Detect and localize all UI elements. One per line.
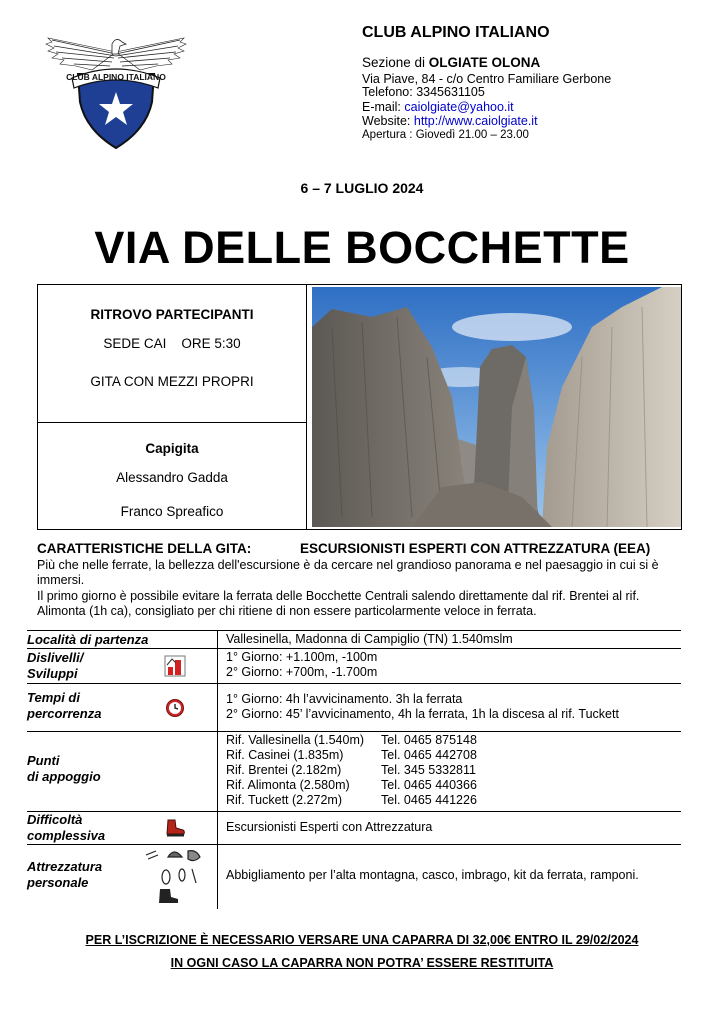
label-dislivelli-1: Dislivelli/ [27, 650, 84, 665]
ritrovo-place: SEDE CAI [103, 336, 167, 351]
opening-hours: Apertura : Giovedì 21.00 – 23.00 [362, 129, 529, 141]
label-difficolta [27, 812, 105, 844]
value-dislivelli [226, 650, 377, 680]
caratteristiche-heading: CARATTERISTICHE DELLA GITA: [37, 541, 252, 556]
phone: Telefono: 3345631105 [362, 85, 485, 99]
rifugio-name: Rif. Alimonta (2.580m) [226, 778, 350, 792]
label-tempi-2: percorrenza [27, 706, 102, 721]
event-title: VIA DELLE BOCCHETTE [94, 222, 630, 273]
rifugio-tel: Tel. 0465 875148 [381, 733, 477, 747]
mountain-photo [312, 287, 681, 527]
label-dislivelli-2: Sviluppi [27, 666, 78, 681]
ritrovo-place-time [38, 336, 306, 351]
label-tempi [27, 690, 101, 722]
ritrovo-time: ORE 5:30 [181, 336, 241, 351]
value-tempi [226, 692, 619, 722]
punti-icon-cell [132, 732, 218, 811]
sezione-name: OLGIATE OLONA [428, 55, 541, 70]
rifugio-row [226, 733, 477, 748]
website-line [362, 114, 538, 129]
label-punti-2: di appoggio [27, 769, 101, 784]
rifugio-name: Rif. Tuckett (2.272m) [226, 793, 343, 807]
dislivelli-day2: 2° Giorno: +700m, -1.700m [226, 665, 378, 679]
rifugio-tel: Tel. 0465 440366 [381, 778, 477, 792]
rifugio-row [226, 793, 477, 808]
label-punti-1: Punti [27, 753, 60, 768]
sezione-line [362, 55, 540, 70]
capigita-name-2: Franco Spreafico [120, 504, 224, 519]
row-difficolta [27, 812, 681, 845]
row-tempi [27, 684, 681, 732]
label-attrezzatura-2: personale [27, 875, 89, 890]
label-punti [27, 753, 101, 785]
label-dislivelli [27, 650, 83, 682]
value-localita: Vallesinella, Madonna di Campiglio (TN) 1.540mslm [226, 632, 513, 646]
row-dislivelli [27, 648, 681, 684]
email-line [362, 100, 514, 115]
rifugio-row [226, 763, 477, 778]
difficulty-level: ESCURSIONISTI ESPERTI CON ATTREZZATURA (EEA) [300, 541, 651, 556]
row-attrezzatura [27, 845, 681, 909]
rifugio-row [226, 778, 477, 793]
rifugio-tel: Tel. 0465 442708 [381, 748, 477, 762]
label-localita: Località di partenza [27, 632, 149, 647]
info-left-column [38, 285, 307, 529]
capigita-name-1: Alessandro Gadda [116, 470, 228, 485]
info-box [37, 284, 682, 530]
dolomites-photo-icon [312, 287, 681, 527]
label-tempi-1: Tempi di [27, 690, 80, 705]
capigita-heading: Capigita [145, 441, 199, 456]
value-punti [226, 733, 477, 808]
footer-no-refund-notice: IN OGNI CASO LA CAPARRA NON POTRA’ ESSERE RESTITUITA [170, 956, 554, 970]
logo-text: CLUB ALPINO ITALIANO [66, 72, 166, 82]
description-paragraph-2: Il primo giorno è possibile evitare la ferrata delle Bocchette Centrali salendo direttamente dal rif. Brentei al rif. Alimonta (1h ca), consigliato per chi ritiene di non essere particolarmente veloce in ferrata. [37, 589, 640, 618]
label-difficolta-2: complessiva [27, 828, 106, 843]
email-link[interactable]: caiolgiate@yahoo.it [404, 100, 514, 114]
attrezzatura-icon-cell [132, 845, 218, 909]
website-link[interactable]: http://www.caiolgiate.it [413, 114, 538, 128]
ritrovo-heading: RITROVO PARTECIPANTI [90, 307, 254, 322]
climbing-gear-icon [140, 847, 210, 907]
website-label: Website: [362, 114, 414, 128]
rifugio-name: Rif. Brentei (2.182m) [226, 763, 342, 777]
event-date: 6 – 7 LUGLIO 2024 [300, 180, 424, 196]
rifugio-tel: Tel. 0465 441226 [381, 793, 477, 807]
cai-logo [42, 30, 190, 152]
clock-icon [165, 698, 185, 718]
tempi-day1: 1° Giorno: 4h l’avvicinamento. 3h la ferrata [226, 692, 463, 706]
dislivelli-icon-cell [132, 648, 218, 683]
rifugio-row [226, 748, 477, 763]
dislivelli-day1: 1° Giorno: +1.100m, -100m [226, 650, 378, 664]
email-label: E-mail: [362, 100, 405, 114]
ritrovo-transport: GITA CON MEZZI PROPRI [90, 374, 254, 389]
label-attrezzatura [27, 859, 102, 891]
tempi-day2: 2° Giorno: 45’ l’avvicinamento, 4h la ferrata, 1h la discesa al rif. Tuckett [226, 707, 619, 721]
row-localita [27, 630, 681, 649]
cai-eagle-star-logo-icon [42, 30, 190, 152]
value-attrezzatura: Abbigliamento per l’alta montagna, casco, imbrago, kit da ferrata, ramponi. [226, 868, 639, 882]
address: Via Piave, 84 - c/o Centro Familiare Gerbone [362, 72, 612, 86]
description-paragraph-1: Più che nelle ferrate, la bellezza dell'escursione è da cercare nel grandioso panorama e nel paesaggio in cui si è immersi. [37, 558, 659, 587]
value-difficolta: Escursionisti Esperti con Attrezzatura [226, 820, 433, 834]
difficolta-icon-cell [132, 812, 218, 844]
rifugio-tel: Tel. 345 5332811 [381, 763, 476, 777]
tempi-icon-cell [132, 684, 218, 731]
ritrovo-section [38, 285, 306, 423]
rifugio-name: Rif. Casinei (1.835m) [226, 748, 344, 762]
row-punti [27, 732, 681, 812]
label-attrezzatura-1: Attrezzatura [27, 859, 103, 874]
boot-icon [164, 818, 186, 838]
label-difficolta-1: Difficoltà [27, 812, 83, 827]
rifugio-name: Rif. Vallesinella (1.540m) [226, 733, 365, 747]
elevation-chart-icon [164, 655, 186, 677]
sezione-prefix: Sezione di [362, 55, 429, 70]
club-name: CLUB ALPINO ITALIANO [362, 24, 550, 41]
footer-deposit-notice: PER L’ISCRIZIONE È NECESSARIO VERSARE UNA CAPARRA DI 32,00€ ENTRO IL 29/02/2024 [85, 933, 639, 947]
